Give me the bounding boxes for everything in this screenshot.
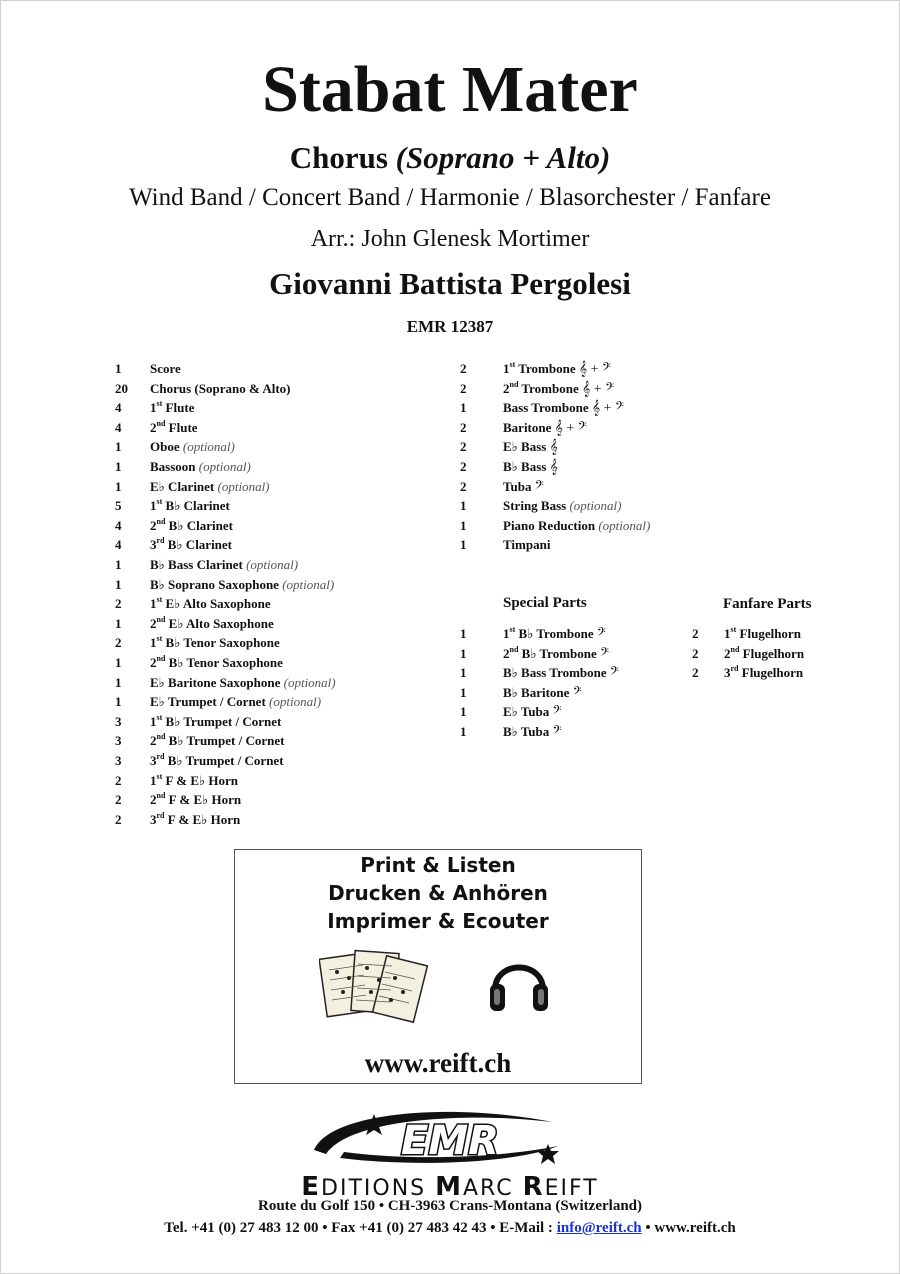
part-quantity: 2 — [460, 419, 467, 435]
part-name: E♭ Clarinet (optional) — [150, 478, 270, 494]
promo-line-en: Print & Listen — [360, 853, 516, 877]
part-quantity: 1 — [115, 615, 122, 631]
part-quantity: 2 — [692, 626, 699, 641]
optional-label: (optional) — [569, 498, 622, 514]
clef-icon: 𝄢 — [600, 646, 610, 662]
score-title: Stabat Mater — [262, 53, 638, 126]
part-name: B♭ Bass 𝄞 — [503, 459, 558, 475]
part-quantity: 1 — [115, 361, 122, 376]
optional-label: (optional) — [217, 478, 270, 494]
part-quantity: 2 — [115, 596, 122, 612]
clef-icon: 𝄢 — [552, 725, 562, 740]
email-link[interactable]: info@reift.ch — [556, 1220, 642, 1236]
part-name: B♭ Bass Clarinet (optional) — [150, 557, 299, 572]
part-quantity: 2 — [115, 792, 122, 808]
part-quantity: 2 — [692, 645, 699, 661]
part-quantity: 2 — [460, 380, 467, 396]
special-parts-heading: Special Parts — [503, 595, 587, 611]
part-name: E♭ Tuba 𝄢 — [503, 704, 562, 721]
part-quantity: 2 — [460, 459, 467, 474]
part-name: 1st B♭ Trumpet / Cornet — [150, 712, 282, 729]
part-name: 2nd E♭ Alto Saxophone — [150, 614, 274, 631]
optional-label: (optional) — [282, 576, 335, 592]
emr-logo — [300, 1106, 600, 1172]
part-quantity: 1 — [115, 694, 122, 710]
part-quantity: 1 — [460, 704, 467, 720]
optional-label: (optional) — [269, 694, 322, 710]
subtitle-main: Chorus — [289, 140, 396, 175]
part-name: 2nd B♭ Trombone 𝄢 — [503, 644, 610, 662]
logo-text: EMR — [401, 1118, 499, 1164]
part-name: Chorus (Soprano & Alto) — [150, 380, 291, 396]
part-name: B♭ Baritone 𝄢 — [503, 684, 582, 701]
part-quantity: 1 — [460, 517, 467, 533]
part-name: 3rd B♭ Clarinet — [150, 536, 233, 553]
promo-line-fr: Imprimer & Ecouter — [327, 909, 549, 933]
part-name: 1st F & E♭ Horn — [150, 771, 238, 788]
part-quantity: 1 — [460, 665, 467, 681]
part-quantity: 4 — [115, 400, 122, 416]
part-quantity: 1 — [115, 459, 122, 474]
part-quantity: 2 — [115, 635, 122, 651]
part-quantity: 2 — [692, 665, 699, 681]
clef-icon: 𝄢 — [534, 479, 544, 495]
part-quantity: 4 — [115, 419, 122, 435]
part-quantity: 20 — [115, 380, 128, 396]
part-name: 1st Flugelhorn — [724, 625, 801, 641]
part-quantity: 1 — [460, 626, 467, 641]
fanfare-parts-heading: Fanfare Parts — [723, 596, 812, 612]
part-name: 2nd Trombone 𝄞 + 𝄢 — [503, 379, 615, 397]
part-quantity: 2 — [115, 811, 122, 827]
part-quantity: 1 — [460, 498, 467, 514]
subtitle-voices: (Soprano + Alto) — [395, 140, 611, 175]
part-quantity: 4 — [115, 517, 122, 533]
part-name: 2nd Flugelhorn — [724, 644, 805, 661]
score-subtitle — [0, 140, 900, 176]
part-name: B♭ Tuba 𝄢 — [503, 724, 562, 740]
clef-icon: 𝄞 — [549, 460, 558, 475]
clef-icon: 𝄞 + 𝄢 — [581, 381, 615, 397]
clef-icon: 𝄢 — [572, 685, 582, 701]
part-name: Baritone 𝄞 + 𝄢 — [503, 419, 587, 436]
part-name: 1st B♭ Tenor Saxophone — [150, 634, 280, 651]
part-quantity: 1 — [460, 645, 467, 661]
part-name: Tuba 𝄢 — [503, 478, 544, 495]
part-name: Bass Trombone 𝄞 + 𝄢 — [503, 400, 625, 417]
part-quantity: 1 — [460, 400, 467, 416]
part-name: 1st Flute — [150, 399, 195, 416]
arranger-line: Arr.: John Glenesk Mortimer — [310, 226, 590, 252]
optional-label: (optional) — [598, 517, 651, 533]
part-name: E♭ Trumpet / Cornet (optional) — [150, 694, 322, 710]
part-quantity: 1 — [115, 557, 122, 572]
promo-website: www.reift.ch — [364, 1048, 512, 1078]
part-name: 2nd B♭ Tenor Saxophone — [150, 654, 283, 670]
part-quantity: 1 — [115, 674, 122, 690]
optional-label: (optional) — [283, 674, 336, 690]
part-name: Bassoon (optional) — [150, 459, 251, 474]
part-name: Piano Reduction (optional) — [503, 517, 651, 533]
part-quantity: 2 — [460, 361, 467, 376]
part-quantity: 3 — [115, 733, 122, 749]
part-name: Timpani — [503, 537, 551, 553]
optional-label: (optional) — [198, 459, 251, 474]
part-name: Oboe (optional) — [150, 439, 235, 455]
part-name: 1st Trombone 𝄞 + 𝄢 — [503, 360, 612, 377]
part-name: 1st E♭ Alto Saxophone — [150, 595, 271, 612]
part-name: Score — [150, 361, 181, 376]
part-name: 2nd B♭ Clarinet — [150, 516, 233, 533]
part-quantity: 1 — [460, 537, 467, 553]
part-quantity: 1 — [115, 439, 122, 455]
publisher-contact: Tel. +41 (0) 27 483 12 00 • Fax +41 (0) 27 483 42 43 • E-Mail : info@reift.ch • www.reift.ch — [164, 1220, 736, 1236]
part-name: B♭ Bass Trombone 𝄢 — [503, 665, 619, 682]
print-listen-box — [234, 849, 642, 1084]
part-quantity: 4 — [115, 537, 122, 553]
part-quantity: 1 — [115, 478, 122, 494]
part-quantity: 1 — [115, 655, 122, 670]
publisher-name: EDITIONS MARC REIFT — [301, 1172, 599, 1202]
optional-label: (optional) — [182, 439, 235, 455]
part-quantity: 2 — [460, 478, 467, 494]
headphones-icon — [487, 950, 551, 1016]
clef-icon: 𝄞 + 𝄢 — [554, 420, 587, 436]
part-name: 3rd F & E♭ Horn — [150, 810, 241, 827]
clef-icon: 𝄢 — [552, 705, 562, 721]
part-quantity: 3 — [115, 713, 122, 729]
part-quantity: 2 — [460, 439, 467, 455]
part-name: 1st B♭ Trombone 𝄢 — [503, 625, 606, 642]
part-name: 2nd F & E♭ Horn — [150, 791, 242, 808]
part-name: E♭ Bass 𝄞 — [503, 439, 558, 456]
part-name: 3rd B♭ Trumpet / Cornet — [150, 752, 284, 768]
part-quantity: 1 — [460, 684, 467, 700]
clef-icon: 𝄞 — [549, 440, 558, 456]
part-quantity: 1 — [460, 724, 467, 739]
part-name: 2nd B♭ Trumpet / Cornet — [150, 732, 285, 749]
part-name: String Bass (optional) — [503, 498, 622, 514]
optional-label: (optional) — [246, 557, 299, 572]
composer-name: Giovanni Battista Pergolesi — [269, 266, 631, 301]
part-quantity: 5 — [115, 498, 122, 514]
part-quantity: 2 — [115, 772, 122, 788]
part-quantity: 3 — [115, 753, 122, 768]
part-name: B♭ Soprano Saxophone (optional) — [150, 576, 335, 592]
sheet-music-icon — [319, 948, 429, 1028]
part-name: E♭ Baritone Saxophone (optional) — [150, 674, 336, 690]
catalog-number: EMR 12387 — [406, 317, 494, 336]
publisher-address: Route du Golf 150 • CH-3963 Crans-Montana (Switzerland) — [258, 1198, 642, 1214]
part-name: 1st B♭ Clarinet — [150, 497, 230, 514]
clef-icon: 𝄞 + 𝄢 — [591, 401, 625, 417]
clef-icon: 𝄢 — [609, 666, 619, 682]
part-name: 3rd Flugelhorn — [724, 664, 804, 681]
ensemble-line: Wind Band / Concert Band / Harmonie / Blasorchester / Fanfare — [129, 184, 771, 211]
clef-icon: 𝄞 + 𝄢 — [578, 362, 612, 377]
part-quantity: 1 — [115, 576, 122, 592]
part-name: 2nd Flute — [150, 418, 198, 435]
clef-icon: 𝄢 — [596, 627, 606, 642]
promo-line-de: Drucken & Anhören — [328, 881, 548, 905]
